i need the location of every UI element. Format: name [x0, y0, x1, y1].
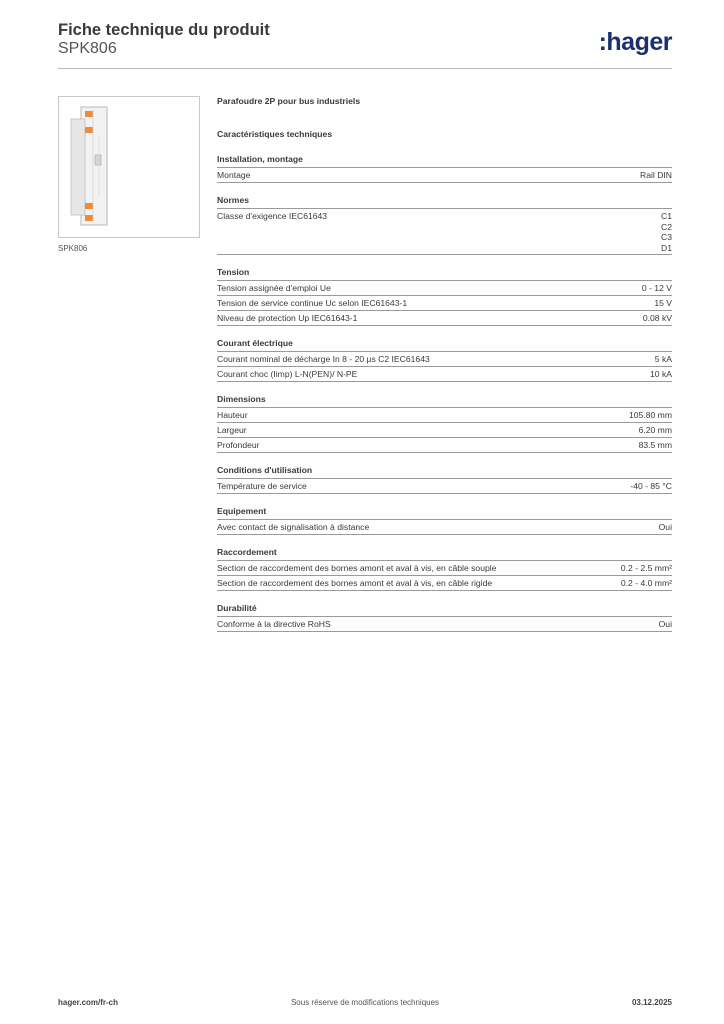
- spec-label: Hauteur: [217, 410, 248, 420]
- spec-label: Largeur: [217, 425, 247, 435]
- spec-row: [217, 576, 672, 591]
- section-title: Courant électrique: [217, 338, 672, 352]
- spec-value: [654, 298, 672, 309]
- spec-row: [217, 520, 672, 535]
- spec-value: [639, 425, 672, 436]
- spec-value: [630, 481, 672, 492]
- spec-row: [217, 617, 672, 632]
- spec-value-line: 6.20 mm: [638, 425, 672, 435]
- spec-value: [659, 522, 672, 533]
- spec-value-line: Oui: [658, 522, 672, 532]
- spec-label: Courant choc (Iimp) L-N(PEN)/ N-PE: [217, 369, 358, 379]
- spec-label: Niveau de protection Up IEC61643-1: [217, 313, 358, 323]
- spec-value-line: D1: [661, 242, 672, 253]
- spec-label: Avec contact de signalisation à distance: [217, 522, 370, 532]
- spec-value: [643, 313, 672, 324]
- spec-value: [621, 563, 672, 574]
- section-title: Conditions d'utilisation: [217, 465, 672, 479]
- spec-label: Courant nominal de décharge In 8 - 20 µs C2 IEC61643: [217, 354, 430, 364]
- spec-label: Section de raccordement des bornes amont et aval à vis, en câble rigide: [217, 578, 493, 588]
- product-image-caption: SPK806: [58, 244, 88, 253]
- spec-content: [217, 96, 672, 644]
- spec-value: [639, 440, 672, 451]
- product-image: [58, 96, 200, 238]
- spec-value-line: Rail DIN: [640, 170, 672, 180]
- spec-value: [650, 369, 672, 380]
- header-divider: [58, 68, 672, 69]
- spec-section: [217, 267, 672, 326]
- spec-label: Profondeur: [217, 440, 260, 450]
- logo-colon-icon: :: [598, 28, 607, 56]
- spec-row: [217, 561, 672, 576]
- spec-value: [642, 283, 672, 294]
- spec-section: [217, 506, 672, 535]
- spec-value-line: 10 kA: [650, 369, 672, 379]
- footer-notice: Sous réserve de modifications techniques: [290, 998, 440, 1007]
- spec-section: [217, 394, 672, 453]
- spec-row: [217, 209, 672, 255]
- spec-label: Conforme à la directive RoHS: [217, 619, 331, 629]
- spec-value-line: C2: [661, 221, 672, 232]
- spec-section: [217, 154, 672, 183]
- spec-label: Tension de service continue Uc selon IEC61643-1: [217, 298, 408, 308]
- spec-section: [217, 465, 672, 494]
- spec-row: [217, 408, 672, 423]
- spec-label: Section de raccordement des bornes amont et aval à vis, en câble souple: [217, 563, 497, 573]
- spec-label: Montage: [217, 170, 251, 180]
- spec-value-line: 0.2 - 2.5 mm²: [620, 563, 672, 573]
- section-title: Durabilité: [217, 603, 672, 617]
- page-title: Fiche technique du produit: [58, 21, 270, 39]
- product-description: Parafoudre 2P pour bus industriels: [217, 96, 361, 106]
- spec-value: [661, 211, 672, 253]
- spec-value: [629, 410, 672, 421]
- hager-logo: [599, 28, 672, 57]
- spec-section: [217, 547, 672, 591]
- product-reference: SPK806: [58, 40, 117, 57]
- spec-value-line: 105.80 mm: [629, 410, 672, 420]
- section-title: Tension: [217, 267, 672, 281]
- spec-value: [640, 170, 672, 181]
- footer-date: 03.12.2025: [631, 998, 672, 1007]
- spec-value-line: 15 V: [654, 298, 672, 308]
- spec-value-line: -40 - 85 °C: [630, 481, 672, 491]
- spec-value-line: 0.2 - 4.0 mm²: [620, 578, 672, 588]
- spec-sections: [217, 154, 672, 632]
- spec-row: [217, 479, 672, 494]
- spec-value-line: Oui: [658, 619, 672, 629]
- spec-value: [655, 354, 672, 365]
- spec-row: [217, 367, 672, 382]
- spec-value-line: C3: [661, 232, 672, 242]
- spec-value-line: 5 kA: [654, 354, 672, 364]
- spec-row: [217, 423, 672, 438]
- section-title: Installation, montage: [217, 154, 672, 168]
- logo-text: hager: [606, 28, 672, 56]
- surge-protector-illustration-icon: [59, 97, 199, 237]
- spec-value-line: C1: [661, 211, 672, 221]
- spec-value-line: 83.5 mm: [638, 440, 672, 450]
- specs-heading: Caractéristiques techniques: [217, 129, 333, 139]
- spec-row: [217, 281, 672, 296]
- spec-value: [659, 619, 672, 630]
- spec-label: Tension assignée d'emploi Ue: [217, 283, 331, 293]
- page-header: [58, 20, 672, 58]
- spec-section: [217, 603, 672, 632]
- section-title: Raccordement: [217, 547, 672, 561]
- section-title: Normes: [217, 195, 672, 209]
- spec-value-line: 0 - 12 V: [641, 283, 672, 293]
- spec-row: [217, 438, 672, 453]
- spec-row: [217, 296, 672, 311]
- section-title: Equipement: [217, 506, 672, 520]
- spec-label: Température de service: [217, 481, 307, 491]
- spec-row: [217, 311, 672, 326]
- spec-row: [217, 168, 672, 183]
- spec-section: [217, 195, 672, 255]
- spec-section: [217, 338, 672, 382]
- footer-website: hager.com/fr-ch: [58, 998, 119, 1007]
- spec-label: Classe d'exigence IEC61643: [217, 211, 328, 221]
- spec-value-line: 0.08 kV: [642, 313, 672, 323]
- section-title: Dimensions: [217, 394, 672, 408]
- spec-row: [217, 352, 672, 367]
- spec-value: [621, 578, 672, 589]
